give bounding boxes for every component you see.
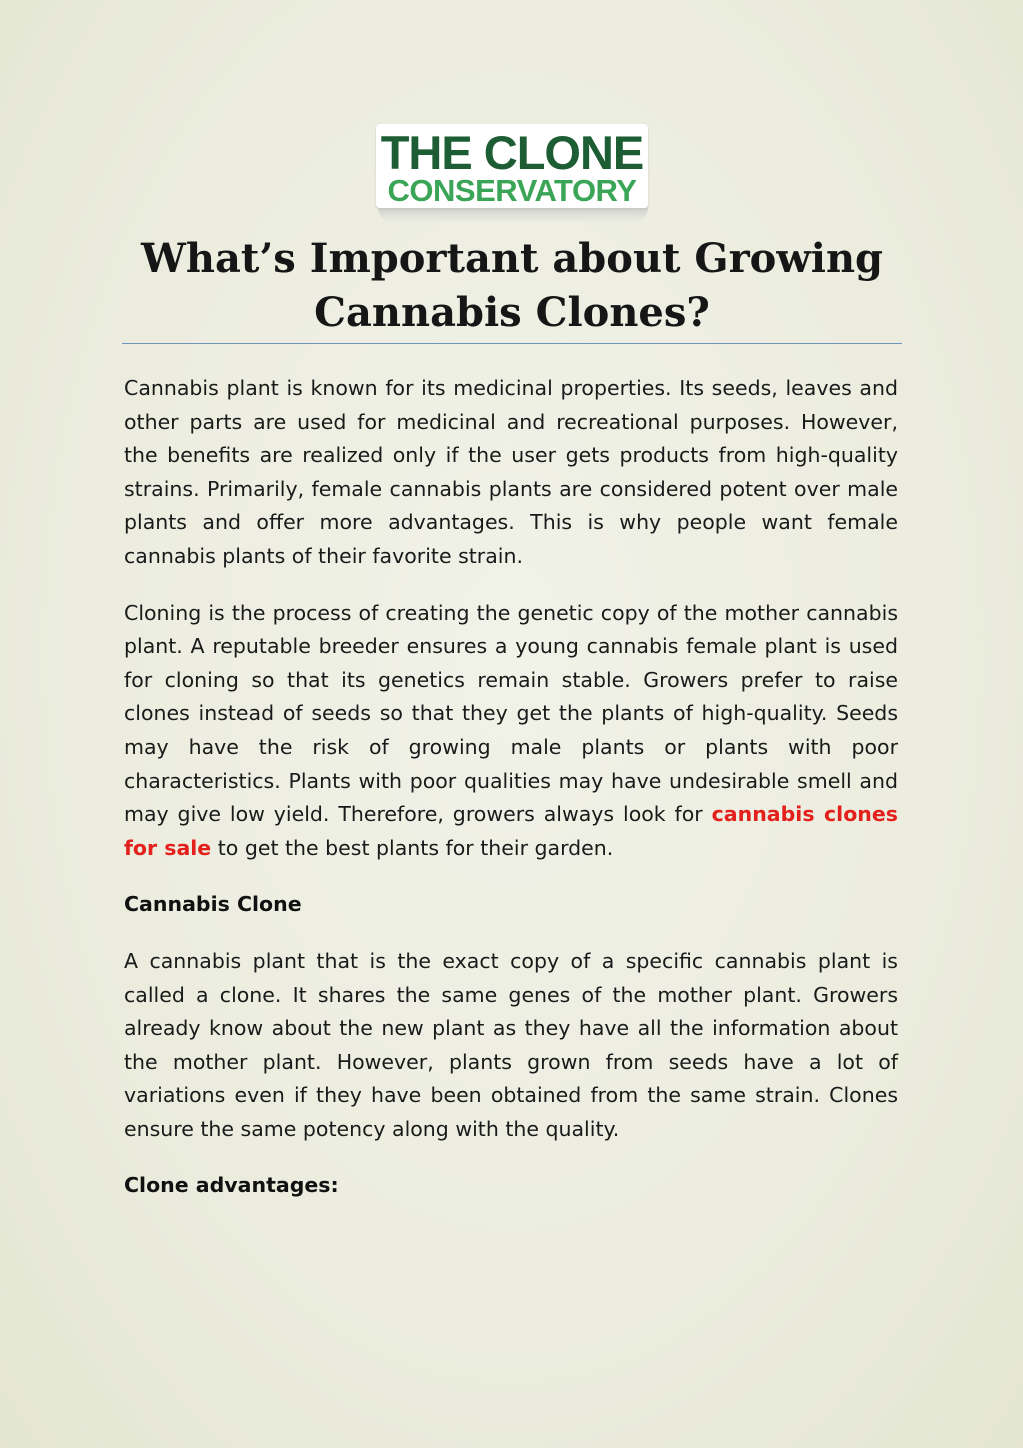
page-title: What’s Important about Growing Cannabis Clones?	[140, 235, 884, 336]
paragraph-cloning-text-before: Cloning is the process of creating the genetic copy of the mother cannabis plant. A reputable breeder ensures a young cannabis female plant is used for cloning so that its genetics remain stable. Growers prefer to raise clones instead of seeds so that they get the plants of high-quality. Seeds may have the risk of growing male plants or plants with poor characteristics. Plants with poor qualities may have undesirable smell and may give low yield. Therefore, growers always look for	[124, 600, 898, 827]
paragraph-intro: Cannabis plant is known for its medicinal properties. Its seeds, leaves and other parts are used for medicinal and recreational purposes. However, the benefits are realized only if the user gets products from high-quality strains. Primarily, female cannabis plants are considered potent over male plants and offer more advantages. This is why people want female cannabis plants of their favorite strain.	[124, 376, 898, 568]
logo-container	[376, 124, 650, 224]
article-body	[124, 372, 898, 1226]
logo-line-1: THE CLONE	[380, 126, 644, 179]
logo-line-2: CONSERVATORY	[387, 173, 637, 208]
heading-clone-advantages: Clone advantages:	[124, 1173, 339, 1198]
title-divider	[122, 343, 902, 344]
cannabis-clones-for-sale-link[interactable]: cannabis clones for sale	[124, 802, 898, 860]
heading-cannabis-clone: Cannabis Clone	[124, 892, 302, 917]
paragraph-cloning-text-after: to get the best plants for their garden.	[211, 835, 614, 860]
logo-reflection	[378, 208, 648, 222]
paragraph-cloning	[124, 597, 898, 866]
paragraph-clone-definition: A cannabis plant that is the exact copy of a specific cannabis plant is called a clone. It shares the same genes of the mother plant. Growers already know about the new plant as they have all the information about the mother plant. However, plants grown from seeds have a lot of variations even if they have been obtained from the same strain. Clones ensure the same potency along with the quality.	[124, 948, 898, 1141]
the-clone-conservatory-logo	[376, 124, 648, 208]
